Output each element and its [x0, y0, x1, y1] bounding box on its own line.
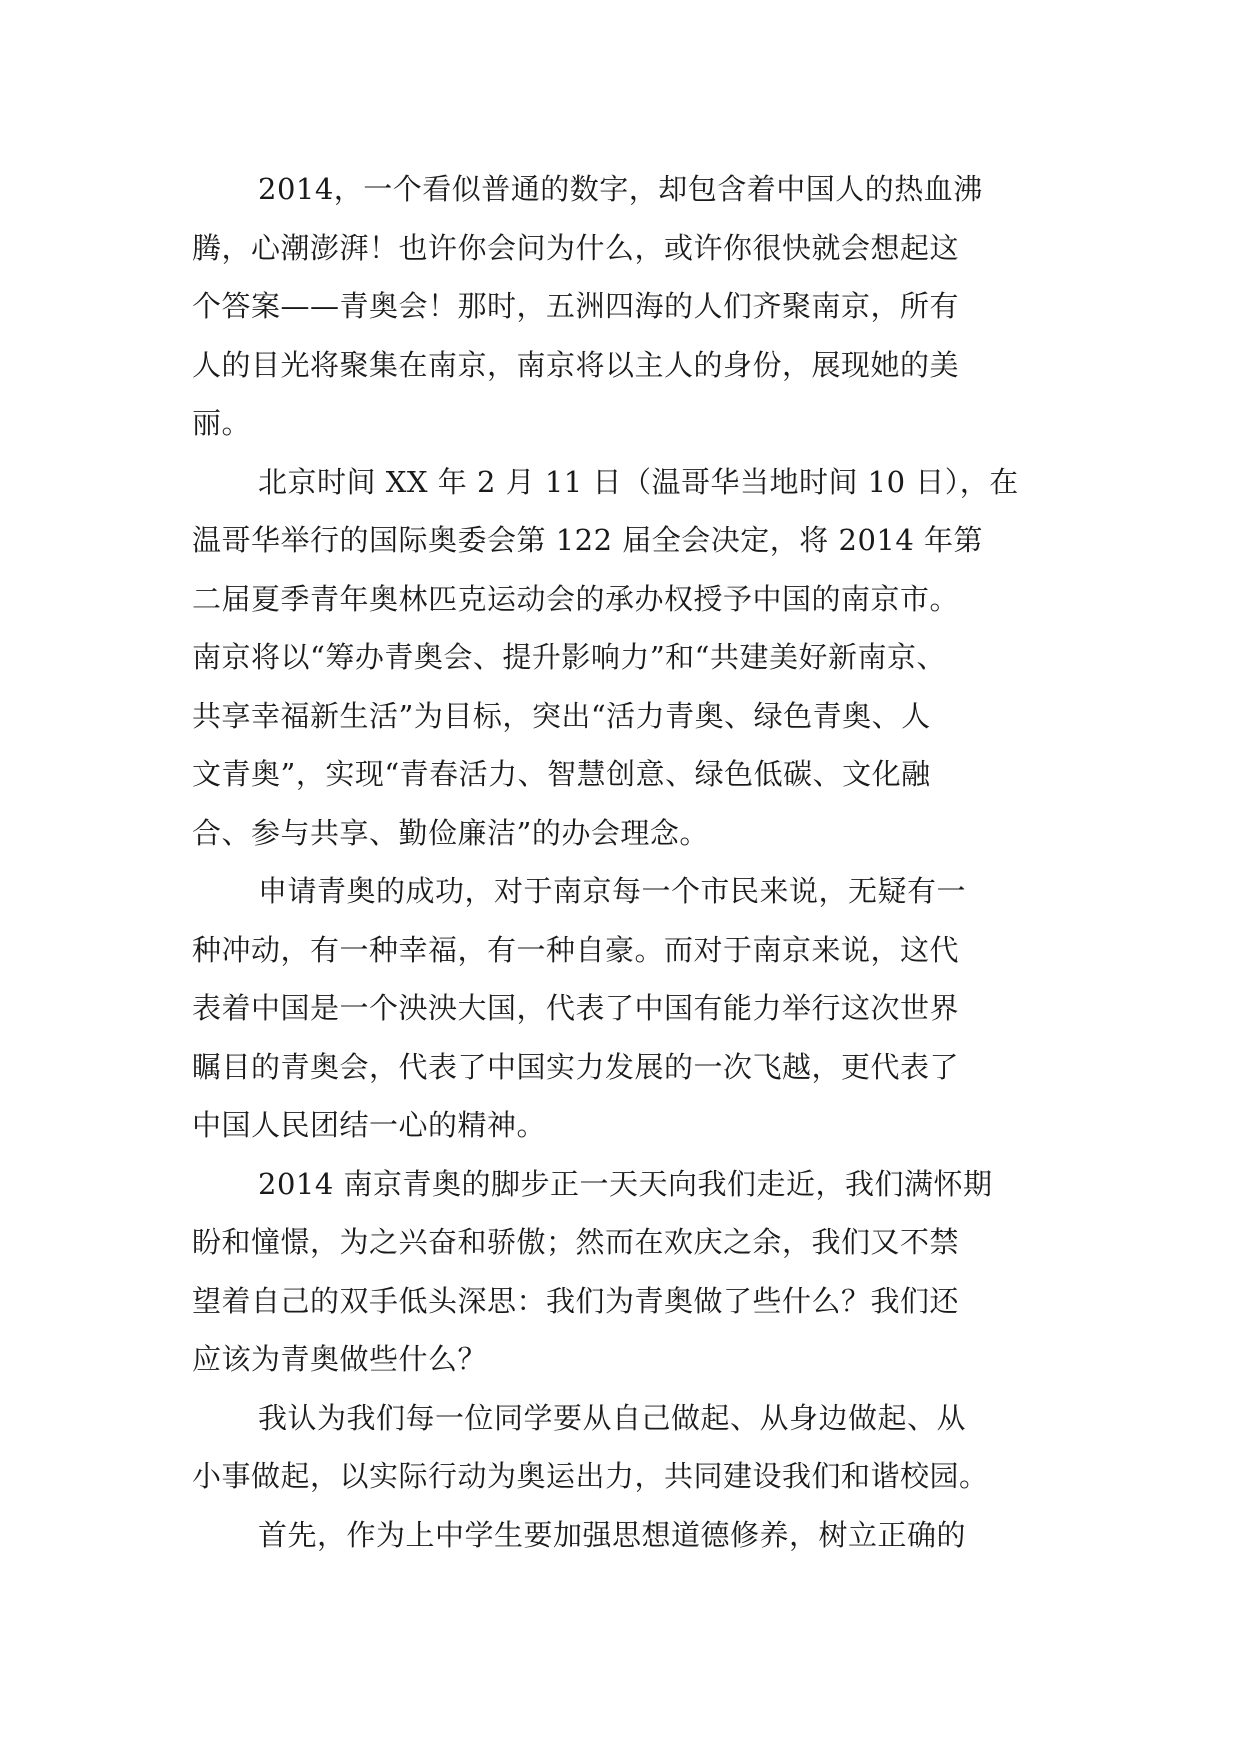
paragraph-1: [192, 160, 1062, 453]
text-line: 盼和憧憬，为之兴奋和骄傲；然而在欢庆之余，我们又不禁: [192, 1225, 960, 1259]
text-line: 我认为我们每一位同学要从自己做起、从身边做起、从: [258, 1400, 967, 1435]
text-line: 二届夏季青年奥林匹克运动会的承办权授予中国的南京市。: [192, 581, 960, 616]
text-line: 人的目光将聚集在南京，南京将以主人的身份，展现她的美: [192, 347, 960, 382]
paragraph-5: [192, 1389, 1062, 1506]
text-line: 首先，作为上中学生要加强思想道德修养，树立正确的: [258, 1517, 967, 1552]
text-line: 中国人民团结一心的精神。: [192, 1108, 547, 1142]
text-line: 文青奥”，实现“青春活力、智慧创意、绿色低碳、文化融: [192, 757, 931, 791]
text-line: 温哥华举行的国际奥委会第 122 届全会决定，将 2014 年第: [192, 523, 984, 557]
text-line: 共享幸福新生活”为目标，突出“活力青奥、绿色青奥、人: [192, 698, 931, 733]
paragraph-2: [192, 453, 1062, 863]
text-line: 2014 南京青奥的脚步正一天天向我们走近，我们满怀期: [258, 1166, 993, 1201]
text-line: 望着自己的双手低头深思：我们为青奥做了些什么？我们还: [192, 1283, 960, 1318]
paragraph-3: [192, 862, 1062, 1155]
text-line: 2014，一个看似普通的数字，却包含着中国人的热血沸: [258, 172, 983, 206]
text-line: 小事做起，以实际行动为奥运出力，共同建设我们和谐校园。: [192, 1459, 989, 1493]
text-line: 表着中国是一个泱泱大国，代表了中国有能力举行这次世界: [192, 991, 960, 1025]
text-line: 北京时间 XX 年 2 月 11 日（温哥华当地时间 10 日），在: [258, 464, 1019, 499]
text-line: 合、参与共享、勤俭廉洁”的办会理念。: [192, 815, 709, 850]
paragraph-6: [192, 1506, 1062, 1565]
text-line: 申请青奥的成功，对于南京每一个市民来说，无疑有一: [258, 874, 967, 908]
text-line: 瞩目的青奥会，代表了中国实力发展的一次飞越，更代表了: [192, 1049, 960, 1084]
text-line: 南京将以“筹办青奥会、提升影响力”和“共建美好新南京、: [192, 640, 946, 674]
document-body: [192, 160, 1062, 1564]
text-line: 种冲动，有一种幸福，有一种自豪。而对于南京来说，这代: [192, 932, 960, 967]
paragraph-4: [192, 1155, 1062, 1389]
text-line: 丽。: [192, 406, 252, 440]
text-line: 应该为青奥做些什么？: [192, 1342, 488, 1376]
text-line: 腾，心潮澎湃！也许你会问为什么，或许你很快就会想起这: [192, 230, 960, 265]
text-line: 个答案——青奥会！那时，五洲四海的人们齐聚南京，所有: [192, 289, 960, 323]
